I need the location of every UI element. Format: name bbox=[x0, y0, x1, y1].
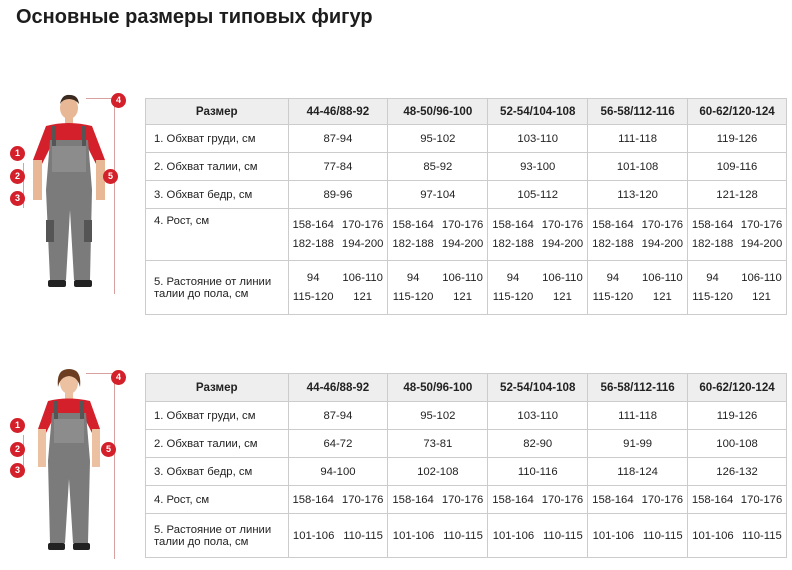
row-label-chest: 1. Обхват груди, см bbox=[146, 125, 289, 153]
table-cell bbox=[588, 486, 688, 514]
cell-value: 194-200 bbox=[641, 238, 684, 250]
table-cell bbox=[588, 209, 688, 261]
cell-value: 170-176 bbox=[341, 493, 384, 506]
header-size-4: 56-58/112-116 bbox=[588, 99, 688, 125]
table-cell: 111-118 bbox=[588, 125, 688, 153]
cell-value: 115-120 bbox=[592, 291, 634, 303]
table-cell bbox=[588, 261, 688, 315]
marker-4-icon: 4 bbox=[111, 370, 126, 385]
header-size-4: 56-58/112-116 bbox=[588, 374, 688, 402]
table-cell: 91-99 bbox=[588, 430, 688, 458]
cell-value: 158-164 bbox=[292, 493, 334, 506]
table-cell: 100-108 bbox=[688, 430, 787, 458]
table-header-row bbox=[146, 374, 787, 402]
table-row-chest bbox=[146, 125, 787, 153]
cell-value: 170-176 bbox=[541, 219, 584, 231]
cell-value: 170-176 bbox=[740, 493, 783, 506]
cell-value: 101-106 bbox=[592, 529, 635, 542]
cell-value: 170-176 bbox=[641, 493, 684, 506]
table-cell bbox=[388, 514, 488, 558]
table-cell: 89-96 bbox=[288, 181, 388, 209]
cell-value: 110-115 bbox=[343, 529, 383, 542]
table-cell: 102-108 bbox=[388, 458, 488, 486]
table-cell bbox=[688, 486, 787, 514]
header-size-1: 44-46/88-92 bbox=[288, 374, 388, 402]
cell-value: 110-115 bbox=[542, 529, 583, 542]
table-cell: 103-110 bbox=[488, 125, 588, 153]
cell-value: 158-164 bbox=[492, 493, 534, 506]
female-size-table bbox=[145, 373, 787, 558]
table-cell: 77-84 bbox=[288, 153, 388, 181]
table-cell: 111-118 bbox=[588, 402, 688, 430]
table-cell bbox=[688, 261, 787, 315]
cell-value: 158-164 bbox=[592, 219, 634, 231]
marker-5-icon: 5 bbox=[101, 442, 116, 457]
cell-value: 121 bbox=[553, 291, 572, 303]
table-cell bbox=[688, 514, 787, 558]
cell-value: 101-106 bbox=[292, 529, 335, 542]
cell-value: 110-115 bbox=[742, 529, 782, 542]
table-cell: 103-110 bbox=[488, 402, 588, 430]
row-label-chest: 1. Обхват груди, см bbox=[146, 402, 289, 430]
table-cell: 110-116 bbox=[488, 458, 588, 486]
table-cell bbox=[488, 486, 588, 514]
cell-value: 182-188 bbox=[392, 238, 434, 250]
row-label-distance: 5. Растояние от линии талии до пола, см bbox=[146, 261, 289, 315]
table-row-waist bbox=[146, 153, 787, 181]
header-size: Размер bbox=[146, 99, 289, 125]
cell-value: 115-120 bbox=[292, 291, 334, 303]
cell-value: 158-164 bbox=[292, 219, 334, 231]
cell-value: 115-120 bbox=[392, 291, 434, 303]
table-cell: 119-126 bbox=[688, 125, 787, 153]
cell-value: 194-200 bbox=[541, 238, 584, 250]
table-cell bbox=[688, 209, 787, 261]
table-cell: 85-92 bbox=[388, 153, 488, 181]
table-cell: 82-90 bbox=[488, 430, 588, 458]
table-row-distance bbox=[146, 514, 787, 558]
marker-2-icon: 2 bbox=[10, 169, 25, 184]
cell-value: 94 bbox=[306, 272, 320, 284]
row-label-hips: 3. Обхват бедр, см bbox=[146, 458, 289, 486]
cell-value: 121 bbox=[752, 291, 771, 303]
cell-value: 106-110 bbox=[642, 272, 683, 284]
table-cell: 105-112 bbox=[488, 181, 588, 209]
table-cell: 95-102 bbox=[388, 402, 488, 430]
table-row-hips bbox=[146, 181, 787, 209]
table-cell bbox=[388, 486, 488, 514]
header-size-3: 52-54/104-108 bbox=[488, 374, 588, 402]
table-cell bbox=[488, 514, 588, 558]
table-row-height bbox=[146, 486, 787, 514]
cell-value: 121 bbox=[453, 291, 472, 303]
marker-1-icon: 1 bbox=[10, 418, 25, 433]
header-size-2: 48-50/96-100 bbox=[388, 374, 488, 402]
cell-value: 115-120 bbox=[492, 291, 534, 303]
header-size: Размер bbox=[146, 374, 289, 402]
row-label-height: 4. Рост, см bbox=[146, 486, 289, 514]
cell-value: 170-176 bbox=[341, 219, 384, 231]
page-title: Основные размеры типовых фигур bbox=[16, 6, 373, 28]
row-label-height: 4. Рост, см bbox=[146, 209, 289, 261]
height-guide-line bbox=[114, 373, 115, 559]
cell-value: 110-115 bbox=[443, 529, 483, 542]
cell-value: 121 bbox=[652, 291, 672, 303]
cell-value: 110-115 bbox=[642, 529, 683, 542]
cell-value: 170-176 bbox=[441, 219, 484, 231]
cell-value: 158-164 bbox=[492, 219, 534, 231]
cell-value: 158-164 bbox=[392, 493, 434, 506]
marker-4-icon: 4 bbox=[111, 93, 126, 108]
row-label-waist: 2. Обхват талии, см bbox=[146, 430, 289, 458]
header-size-2: 48-50/96-100 bbox=[388, 99, 488, 125]
table-cell bbox=[288, 514, 388, 558]
table-row-height bbox=[146, 209, 787, 261]
table-row-distance bbox=[146, 261, 787, 315]
table-cell bbox=[288, 486, 388, 514]
table-cell: 121-128 bbox=[688, 181, 787, 209]
cell-value: 94 bbox=[606, 272, 620, 284]
table-cell: 113-120 bbox=[588, 181, 688, 209]
cell-value: 194-200 bbox=[341, 238, 384, 250]
table-cell: 101-108 bbox=[588, 153, 688, 181]
cell-value: 158-164 bbox=[691, 219, 734, 231]
table-cell: 73-81 bbox=[388, 430, 488, 458]
header-size-3: 52-54/104-108 bbox=[488, 99, 588, 125]
cell-value: 158-164 bbox=[592, 493, 634, 506]
table-cell bbox=[288, 209, 388, 261]
cell-value: 94 bbox=[506, 272, 520, 284]
height-guide-top bbox=[86, 98, 114, 99]
male-size-table bbox=[145, 98, 787, 315]
table-row-hips bbox=[146, 458, 787, 486]
cell-value: 182-188 bbox=[492, 238, 534, 250]
marker-1-icon: 1 bbox=[10, 146, 25, 161]
cell-value: 101-106 bbox=[392, 529, 435, 542]
cell-value: 101-106 bbox=[692, 529, 734, 542]
marker-3-icon: 3 bbox=[10, 463, 25, 478]
table-cell bbox=[388, 209, 488, 261]
cell-value: 106-110 bbox=[542, 272, 583, 284]
row-label-waist: 2. Обхват талии, см bbox=[146, 153, 289, 181]
marker-3-icon: 3 bbox=[10, 191, 25, 206]
table-cell: 109-116 bbox=[688, 153, 787, 181]
cell-value: 194-200 bbox=[740, 238, 783, 250]
cell-value: 170-176 bbox=[441, 493, 484, 506]
cell-value: 170-176 bbox=[641, 219, 684, 231]
table-cell: 64-72 bbox=[288, 430, 388, 458]
cell-value: 106-110 bbox=[741, 272, 782, 284]
header-size-5: 60-62/120-124 bbox=[688, 374, 787, 402]
table-cell bbox=[288, 261, 388, 315]
cell-value: 182-188 bbox=[691, 238, 734, 250]
table-cell: 119-126 bbox=[688, 402, 787, 430]
cell-value: 115-120 bbox=[692, 291, 733, 303]
table-cell: 95-102 bbox=[388, 125, 488, 153]
table-cell: 126-132 bbox=[688, 458, 787, 486]
cell-value: 158-164 bbox=[392, 219, 434, 231]
row-label-distance: 5. Растояние от линии талии до пола, см bbox=[146, 514, 289, 558]
cell-value: 170-176 bbox=[740, 219, 783, 231]
height-guide-top bbox=[86, 373, 114, 374]
table-cell: 93-100 bbox=[488, 153, 588, 181]
marker-2-icon: 2 bbox=[10, 442, 25, 457]
table-cell bbox=[388, 261, 488, 315]
table-cell bbox=[488, 209, 588, 261]
table-row-chest bbox=[146, 402, 787, 430]
table-cell: 87-94 bbox=[288, 125, 388, 153]
height-guide-line bbox=[114, 98, 115, 294]
cell-value: 158-164 bbox=[691, 493, 734, 506]
table-cell: 94-100 bbox=[288, 458, 388, 486]
table-row-waist bbox=[146, 430, 787, 458]
header-size-5: 60-62/120-124 bbox=[688, 99, 787, 125]
marker-5-icon: 5 bbox=[103, 169, 118, 184]
table-cell bbox=[588, 514, 688, 558]
table-header-row bbox=[146, 99, 787, 125]
header-size-1: 44-46/88-92 bbox=[288, 99, 388, 125]
cell-value: 170-176 bbox=[541, 493, 584, 506]
cell-value: 106-110 bbox=[342, 272, 383, 284]
table-cell: 87-94 bbox=[288, 402, 388, 430]
cell-value: 94 bbox=[706, 272, 719, 284]
cell-value: 182-188 bbox=[292, 238, 334, 250]
cell-value: 182-188 bbox=[592, 238, 634, 250]
cell-value: 101-106 bbox=[492, 529, 535, 542]
table-cell: 118-124 bbox=[588, 458, 688, 486]
cell-value: 94 bbox=[406, 272, 420, 284]
cell-value: 121 bbox=[353, 291, 373, 303]
cell-value: 194-200 bbox=[441, 238, 484, 250]
table-cell bbox=[488, 261, 588, 315]
row-label-hips: 3. Обхват бедр, см bbox=[146, 181, 289, 209]
cell-value: 106-110 bbox=[442, 272, 483, 284]
table-cell: 97-104 bbox=[388, 181, 488, 209]
